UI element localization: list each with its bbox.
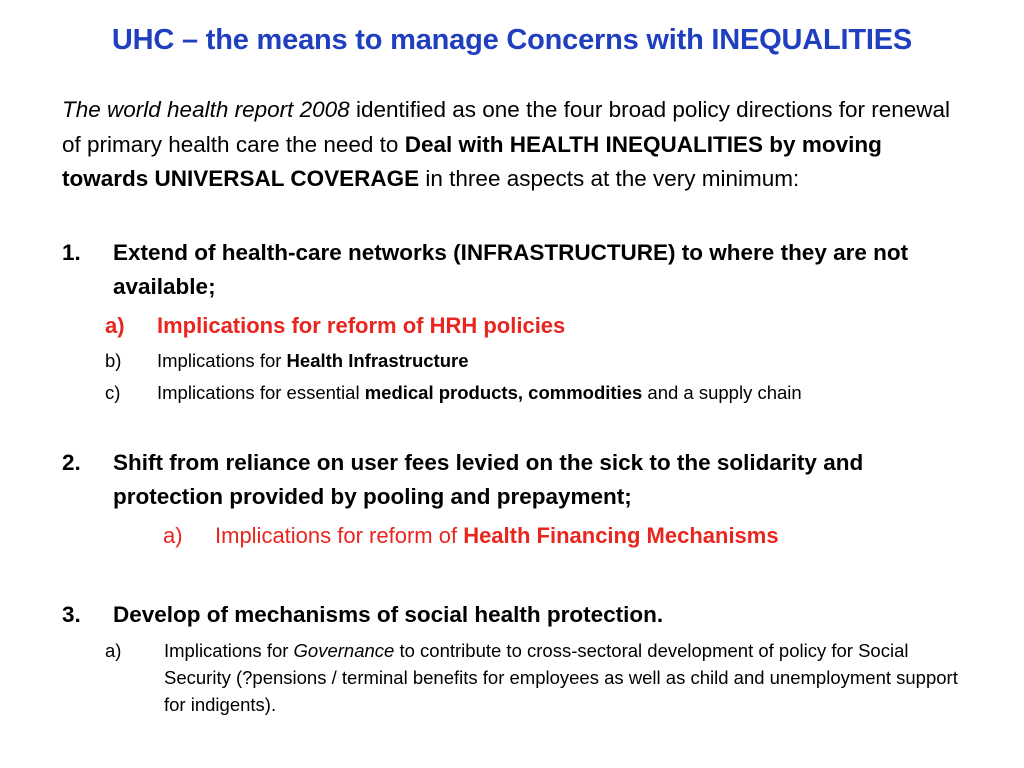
- point-text: Shift from reliance on user fees levied on the sick to the solidarity and protection provided by pooling and prepayment;: [113, 450, 864, 509]
- point-1-sub-b: [105, 347, 469, 374]
- sub-label: a): [105, 313, 125, 338]
- sub-label: a): [163, 523, 183, 548]
- sub-text: Implications for reform of: [215, 523, 464, 548]
- point-3: [62, 598, 952, 632]
- intro-text-2: in three aspects at the very minimum:: [419, 166, 800, 191]
- slide-title: UHC – the means to manage Concerns with INEQUALITIES: [111, 24, 913, 56]
- sub-text: Implications for essential: [157, 382, 365, 403]
- point-1-sub-a: [105, 310, 565, 342]
- point-text: Develop of mechanisms of social health protection.: [113, 602, 664, 627]
- sub-label: b): [105, 350, 122, 371]
- sub-italic: Governance: [293, 640, 395, 661]
- sub-text: Implications for: [157, 350, 287, 371]
- report-title: The world health report 2008: [62, 97, 350, 122]
- point-2-sub-a: [163, 520, 779, 552]
- sub-emphasis: medical products, commodities: [364, 382, 643, 403]
- intro-emphasis: Deal with HEALTH INEQUALITIES by moving towards UNIVERSAL COVERAGE: [62, 131, 882, 191]
- point-3-sub-a: [105, 637, 965, 718]
- point-number: 1.: [62, 240, 81, 265]
- sub-label: a): [105, 640, 122, 661]
- point-number: 3.: [62, 602, 81, 627]
- sub-emphasis: Health Financing Mechanisms: [463, 523, 779, 548]
- point-1-sub-c: [105, 379, 802, 406]
- point-text: Extend of health-care networks (INFRASTRUCTURE) to where they are not available;: [113, 240, 909, 299]
- sub-text-end: to contribute to cross-sectoral development of policy for Social Security (?pensions / terminal benefits for employees as well as child and unemployment support for indigents).: [164, 640, 958, 715]
- point-number: 2.: [62, 450, 81, 475]
- intro-paragraph: [62, 93, 962, 197]
- sub-text-end: and a supply chain: [642, 382, 802, 403]
- sub-text: Implications for reform of HRH policies: [157, 313, 566, 338]
- intro-text-1: identified as one the four broad policy directions for renewal of primary health care the need to: [62, 97, 951, 157]
- point-2: [62, 446, 952, 514]
- sub-label: c): [105, 382, 121, 403]
- sub-emphasis: Health Infrastructure: [286, 350, 469, 371]
- point-1: [62, 236, 952, 304]
- sub-text: Implications for: [164, 640, 294, 661]
